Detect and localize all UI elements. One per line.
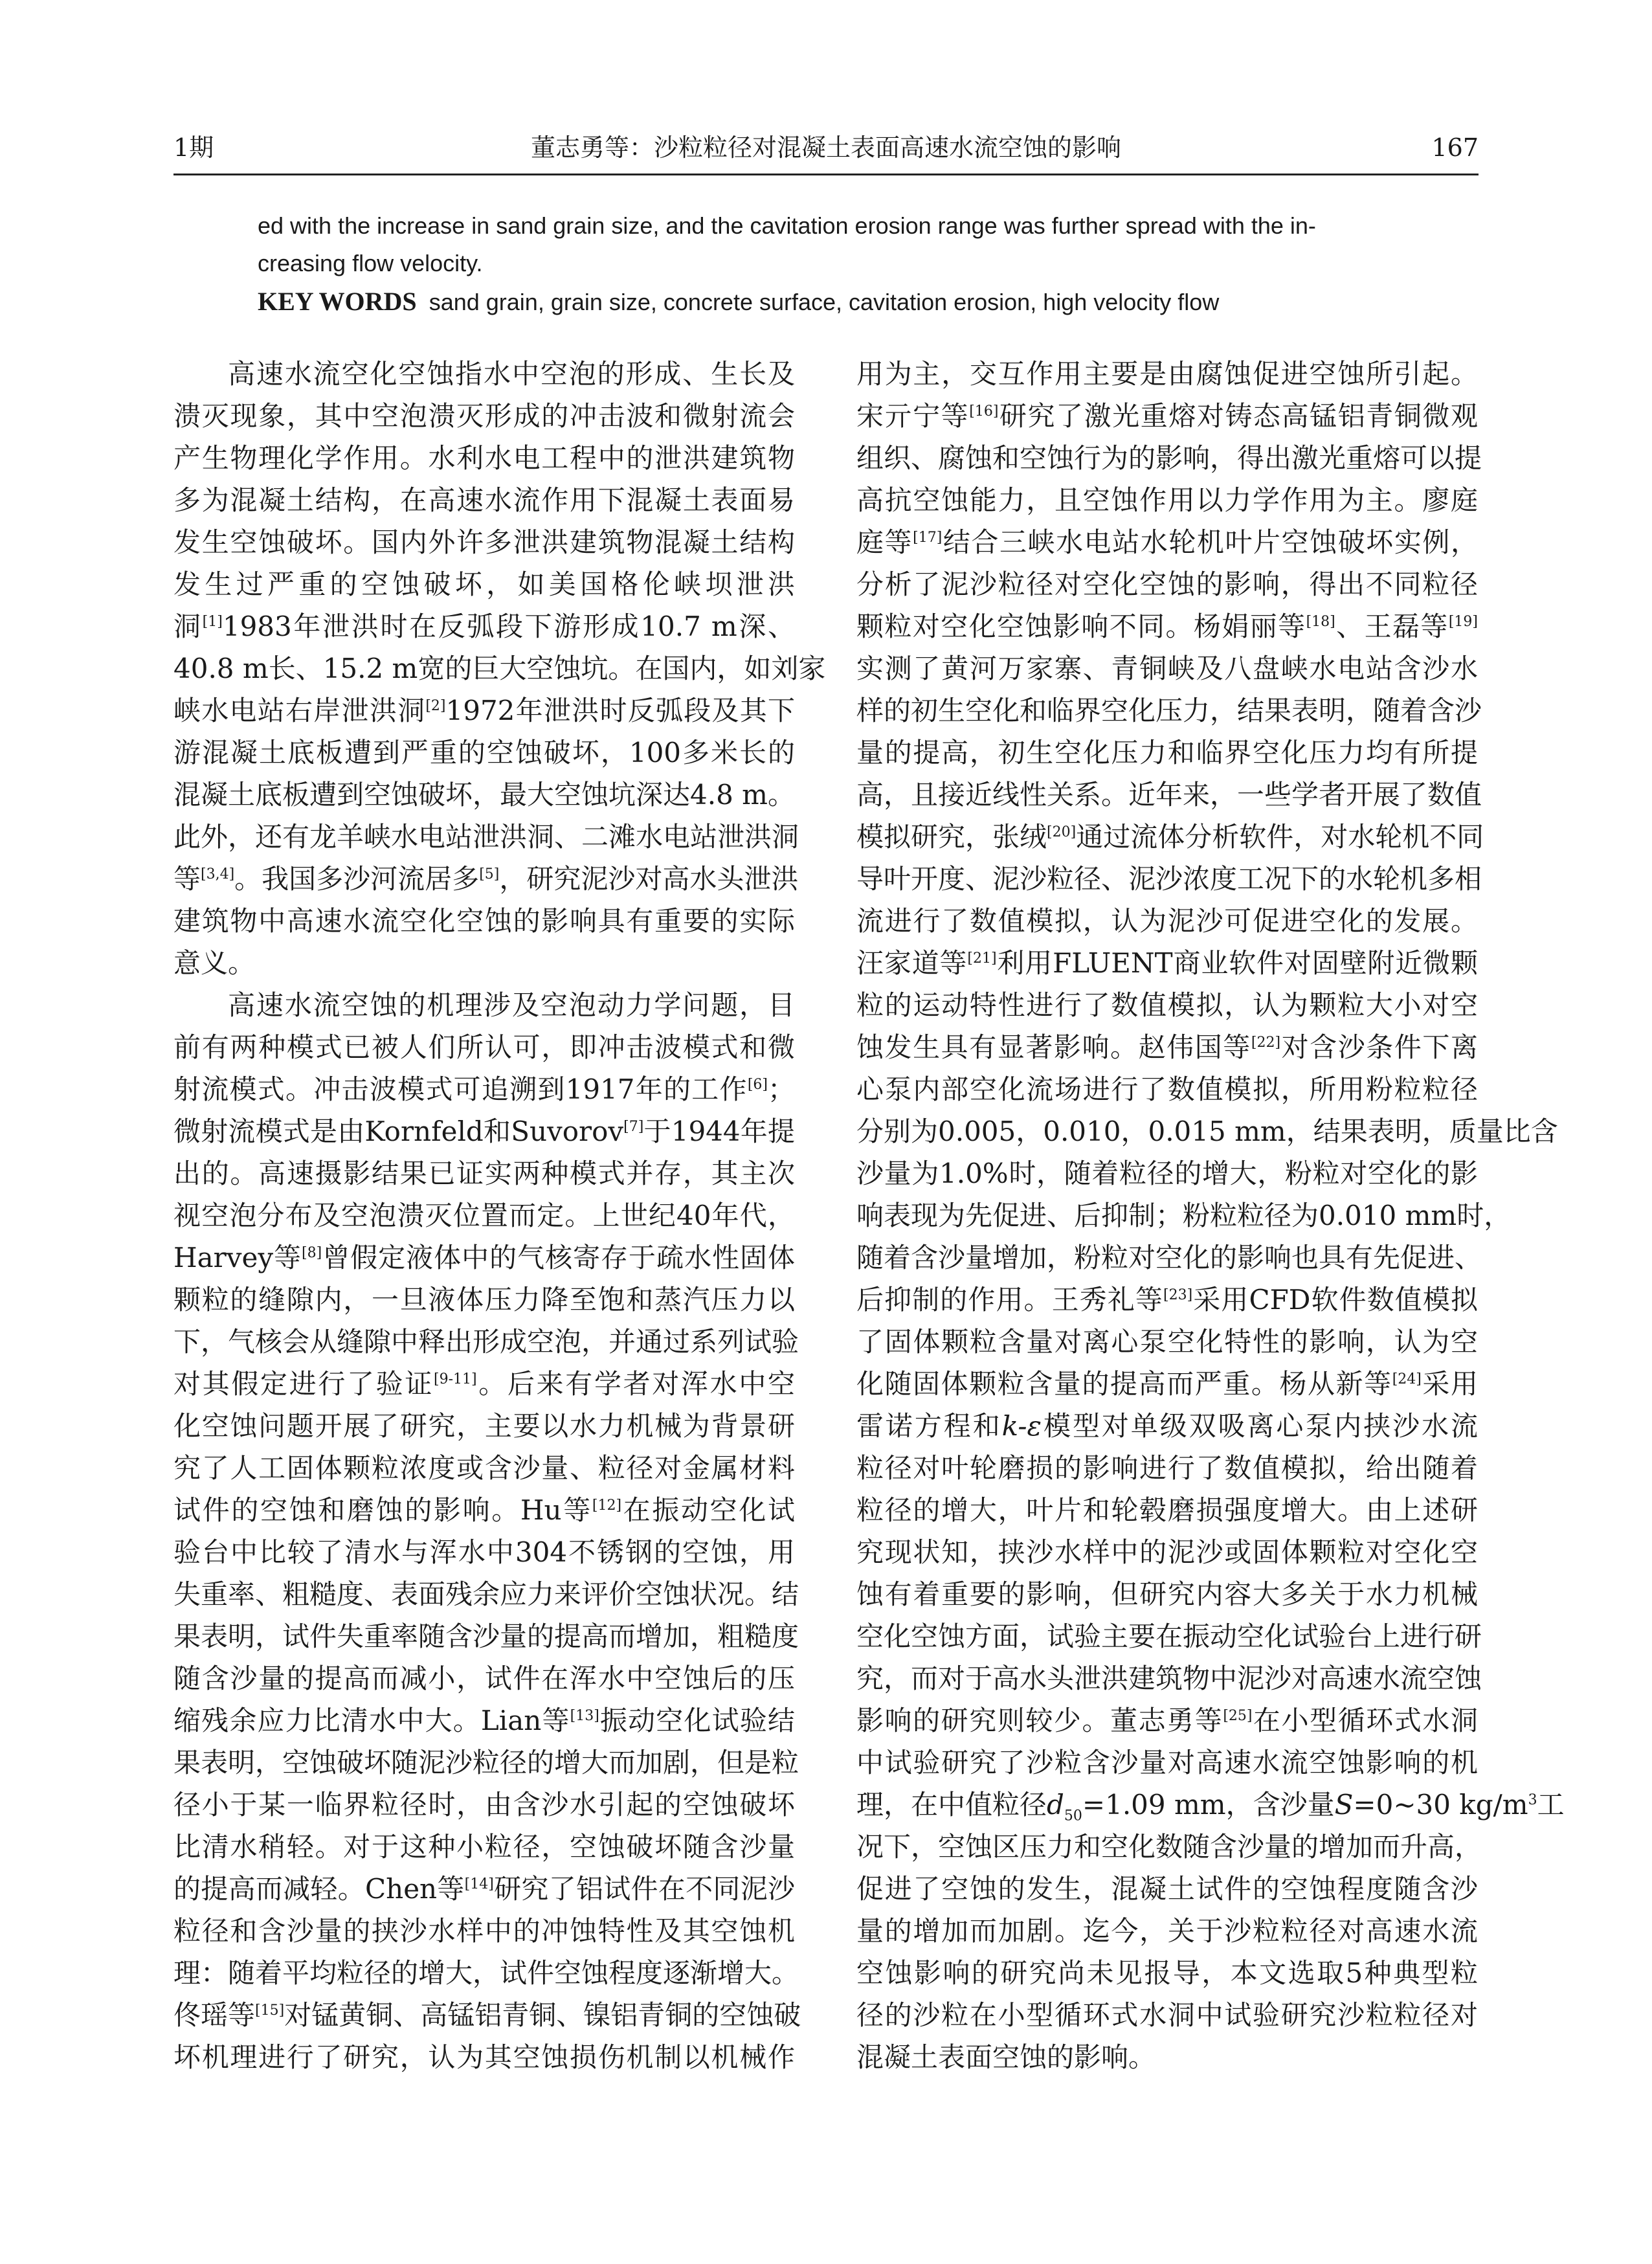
text-line: 化空蚀问题开展了研究，主要以水力机械为背景研 <box>173 1410 795 1442</box>
issue-label: 1期 <box>173 133 214 162</box>
text-line: 模拟研究，张绒[20]通过流体分析软件，对水轮机不同 <box>856 821 1484 853</box>
text-line: 高速水流空蚀的机理涉及空泡动力学问题，目 <box>228 989 795 1021</box>
text-line: 空化空蚀方面，试验主要在振动空化试验台上进行研 <box>856 1620 1482 1652</box>
text-line: 混凝土表面空蚀的影响。 <box>856 2041 1156 2073</box>
text-line: 射流模式。冲击波模式可追溯到1917年的工作[6]； <box>173 1073 795 1105</box>
text-line: 随含沙量的提高而减小，试件在浑水中空蚀后的压 <box>173 1663 795 1694</box>
text-line: 的提高而减轻。Chen等[14]研究了铝试件在不同泥沙 <box>173 1873 795 1905</box>
text-line: 理：随着平均粒径的增大，试件空蚀程度逐渐增大。 <box>173 1957 799 1989</box>
text-line: 意义。 <box>173 947 256 979</box>
text-line: 等[3,4]。我国多沙河流居多[5]，研究泥沙对高水头泄洪 <box>173 863 799 895</box>
text-line: 此外，还有龙羊峡水电站泄洪洞、二滩水电站泄洪洞 <box>173 821 799 853</box>
abstract-block <box>258 207 1397 317</box>
text-line: 蚀发生具有显著影响。赵伟国等[22]对含沙条件下离 <box>856 1031 1478 1063</box>
text-line: 坏机理进行了研究，认为其空蚀损伤机制以机械作 <box>173 2041 795 2073</box>
text-line: 响表现为先促进、后抑制；粉粒粒径为0.010 mm时， <box>856 1200 1512 1231</box>
text-line: 验台中比较了清水与浑水中304不锈钢的空蚀，用 <box>173 1536 795 1568</box>
text-line: 溃灭现象，其中空泡溃灭形成的冲击波和微射流会 <box>173 400 795 432</box>
text-line: 粒径对叶轮磨损的影响进行了数值模拟，给出随着 <box>856 1452 1478 1484</box>
page-number: 167 <box>1431 133 1479 162</box>
text-line: 况下，空蚀区压力和空化数随含沙量的增加而升高， <box>856 1831 1482 1863</box>
text-line: 前有两种模式已被人们所认可，即冲击波模式和微 <box>173 1031 795 1063</box>
text-line: 汪家道等[21]利用FLUENT商业软件对固壁附近微颗 <box>856 947 1478 979</box>
text-line: 颗粒的缝隙内，一旦液体压力降至饱和蒸汽压力以 <box>173 1284 795 1316</box>
text-line: 游混凝土底板遭到严重的空蚀破坏，100多米长的 <box>173 737 795 768</box>
text-line: 洞[1]1983年泄洪时在反弧段下游形成10.7 m深、 <box>173 611 795 642</box>
text-line: 缩残余应力比清水中大。Lian等[13]振动空化试验结 <box>173 1705 795 1736</box>
text-line: 量的提高，初生空化压力和临界空化压力均有所提 <box>856 737 1478 768</box>
text-line: Harvey等[8]曾假定液体中的气核寄存于疏水性固体 <box>173 1242 795 1273</box>
text-line: 微射流模式是由Kornfeld和Suvorov[7]于1944年提 <box>173 1115 796 1147</box>
text-line: 失重率、粗糙度、表面残余应力来评价空蚀状况。结 <box>173 1578 799 1610</box>
text-line: 粒径的增大，叶片和轮毂磨损强度增大。由上述研 <box>856 1494 1478 1526</box>
text-line: 粒的运动特性进行了数值模拟，认为颗粒大小对空 <box>856 989 1478 1021</box>
text-line: 混凝土底板遭到空蚀破坏，最大空蚀坑深达4.8 m。 <box>173 779 795 811</box>
text-line: 导叶开度、泥沙粒径、泥沙浓度工况下的水轮机多相 <box>856 863 1482 895</box>
text-line: 下，气核会从缝隙中释出形成空泡，并通过系列试验 <box>173 1326 799 1358</box>
text-line: 高抗空蚀能力，且空蚀作用以力学作用为主。廖庭 <box>856 484 1478 516</box>
text-line: 庭等[17]结合三峡水电站水轮机叶片空蚀破坏实例， <box>856 526 1478 558</box>
text-line: 径的沙粒在小型循环式水洞中试验研究沙粒粒径对 <box>856 1999 1478 2031</box>
text-line: 果表明，空蚀破坏随泥沙粒径的增大而加剧，但是粒 <box>173 1747 799 1778</box>
text-line: 了固体颗粒含量对离心泵空化特性的影响，认为空 <box>856 1326 1478 1358</box>
running-header <box>173 128 1479 170</box>
text-line: 产生物理化学作用。水利水电工程中的泄洪建筑物 <box>173 442 795 474</box>
text-line: 发生空蚀破坏。国内外许多泄洪建筑物混凝土结构 <box>173 526 795 558</box>
text-line: 流进行了数值模拟，认为泥沙可促进空化的发展。 <box>856 905 1478 937</box>
right-column <box>856 353 1565 2078</box>
keywords-text: sand grain, grain size, concrete surface, cavitation erosion, high velocity flow <box>429 289 1220 315</box>
text-line: 建筑物中高速水流空化空蚀的影响具有重要的实际 <box>173 905 795 937</box>
text-line: 用为主，交互作用主要是由腐蚀促进空蚀所引起。 <box>856 358 1478 390</box>
text-line: 发生过严重的空蚀破坏，如美国格伦峡坝泄洪 <box>173 568 795 600</box>
text-line: 高速水流空化空蚀指水中空泡的形成、生长及 <box>228 358 795 390</box>
text-line: 化随固体颗粒含量的提高而严重。杨从新等[24]采用 <box>856 1368 1478 1400</box>
text-line: 佟瑶等[15]对锰黄铜、高锰铝青铜、镍铝青铜的空蚀破 <box>173 1999 801 2031</box>
text-line: 中试验研究了沙粒含沙量对高速水流空蚀影响的机 <box>856 1747 1478 1778</box>
text-line: 促进了空蚀的发生，混凝土试件的空蚀程度随含沙 <box>856 1873 1478 1905</box>
text-line: 理，在中值粒径$d_{50}=1.09$ mm，含沙量S=0~30 $kg/m^3$工 <box>856 1789 1565 1824</box>
text-line: 峡水电站右岸泄洪洞[2]1972年泄洪时反弧段及其下 <box>173 695 795 726</box>
text-line: 多为混凝土结构，在高速水流作用下混凝土表面易 <box>173 484 795 516</box>
text-line: 量的增加而加剧。迄今，关于沙粒粒径对高速水流 <box>856 1915 1478 1947</box>
text-line: 雷诺方程和k-ε模型对单级双吸离心泵内挟沙水流 <box>856 1410 1478 1442</box>
text-line: 样的初生空化和临界空化压力，结果表明，随着含沙 <box>856 695 1482 726</box>
header-rule <box>173 174 1479 175</box>
text-line: 宋亓宁等[16]研究了激光重熔对铸态高锰铝青铜微观 <box>856 400 1478 432</box>
text-line: 比清水稍轻。对于这种小粒径，空蚀破坏随含沙量 <box>173 1831 795 1863</box>
text-line: 视空泡分布及空泡溃灭位置而定。上世纪40年代， <box>173 1200 795 1231</box>
text-line: 究了人工固体颗粒浓度或含沙量、粒径对金属材料 <box>173 1452 795 1484</box>
abstract-line: ed with the increase in sand grain size, and the cavitation erosion range was further spread with the in- <box>258 212 1316 239</box>
text-line: 对其假定进行了验证[9-11]。后来有学者对浑水中空 <box>173 1368 795 1400</box>
text-line: 沙量为1.0%时，随着粒径的增大，粉粒对空化的影 <box>856 1158 1478 1189</box>
text-line: 径小于某一临界粒径时，由含沙水引起的空蚀破坏 <box>173 1789 795 1821</box>
text-line: 高，且接近线性关系。近年来，一些学者开展了数值 <box>856 779 1482 811</box>
text-line: 粒径和含沙量的挟沙水样中的冲蚀特性及其空蚀机 <box>173 1915 795 1947</box>
left-column <box>173 353 826 2078</box>
text-line: 空蚀影响的研究尚未见报导，本文选取5种典型粒 <box>856 1957 1478 1989</box>
text-line: 究现状知，挟沙水样中的泥沙或固体颗粒对空化空 <box>856 1536 1478 1568</box>
keywords <box>258 286 1397 317</box>
text-line: 果表明，试件失重率随含沙量的提高而增加，粗糙度 <box>173 1620 799 1652</box>
text-line: 出的。高速摄影结果已证实两种模式并存，其主次 <box>173 1158 795 1189</box>
text-line: 实测了黄河万家寨、青铜峡及八盘峡水电站含沙水 <box>856 653 1478 684</box>
text-line: 随着含沙量增加，粉粒对空化的影响也具有先促进、 <box>856 1242 1482 1273</box>
text-line: 组织、腐蚀和空蚀行为的影响，得出激光重熔可以提 <box>856 442 1482 474</box>
text-line: 分析了泥沙粒径对空化空蚀的影响，得出不同粒径 <box>856 568 1478 600</box>
text-line: 蚀有着重要的影响，但研究内容大多关于水力机械 <box>856 1578 1478 1610</box>
text-line: 分别为0.005，0.010，0.015 mm，结果表明，质量比含 <box>856 1115 1558 1147</box>
text-line: 心泵内部空化流场进行了数值模拟，所用粉粒粒径 <box>856 1073 1478 1105</box>
text-line: 究，而对于高水头泄洪建筑物中泥沙对高速水流空蚀 <box>856 1663 1482 1694</box>
text-line: 试件的空蚀和磨蚀的影响。Hu等[12]在振动空化试 <box>173 1494 795 1526</box>
text-line: 影响的研究则较少。董志勇等[25]在小型循环式水洞 <box>856 1705 1478 1736</box>
text-line: 40.8 m长、15.2 m宽的巨大空蚀坑。在国内，如刘家 <box>173 653 826 684</box>
abstract-line: creasing flow velocity. <box>258 250 483 276</box>
running-title: 董志勇等：沙粒粒径对混凝土表面高速水流空蚀的影响 <box>530 133 1121 162</box>
keywords-label: KEY WORDS <box>258 287 417 316</box>
text-line: 后抑制的作用。王秀礼等[23]采用CFD软件数值模拟 <box>856 1284 1478 1316</box>
text-line: 颗粒对空化空蚀影响不同。杨娟丽等[18]、王磊等[19] <box>856 611 1478 642</box>
